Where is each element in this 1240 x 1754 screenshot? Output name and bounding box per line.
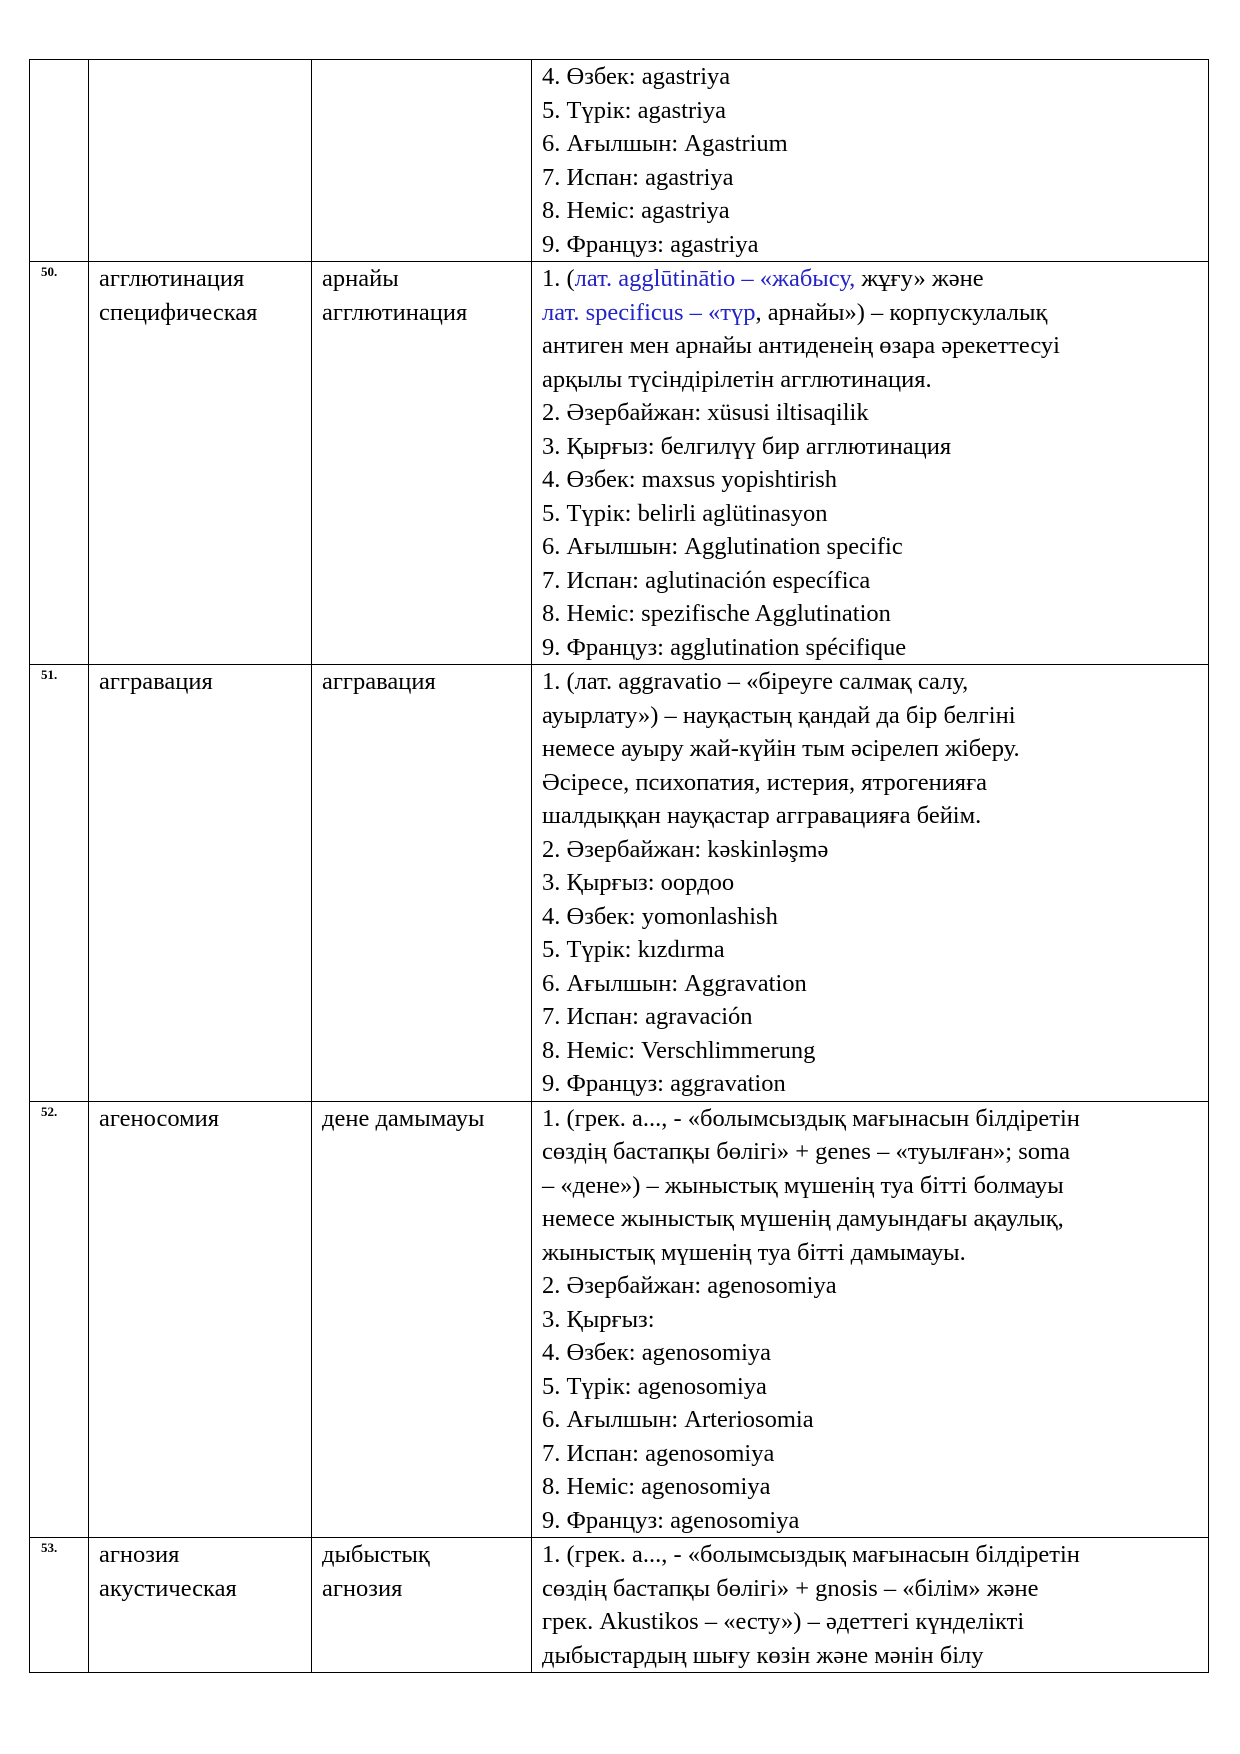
definition-cell [532, 665, 1209, 1102]
definition-line [542, 329, 1202, 363]
definition-line [542, 1202, 1202, 1236]
definition-cell [532, 1538, 1209, 1673]
entry-number-cell [30, 60, 89, 262]
definition-line [542, 766, 1202, 800]
definition-line [542, 1437, 1202, 1471]
definition-cell [532, 60, 1209, 262]
definition-text: 5. Түрік: agenosomiya [542, 1372, 767, 1400]
entry-number: 50. [41, 264, 58, 279]
definition-line [542, 597, 1202, 631]
definition-text: дыбыстардың шығу көзін және мәнін білу [542, 1641, 984, 1669]
definition-line [542, 161, 1202, 195]
russian-term-cell [89, 1538, 312, 1673]
definition-text: 2. Әзербайжан: xüsusi iltisaqilik [542, 399, 869, 426]
definition-text: ауырлату») – науқастың қандай да бір белгіні [542, 701, 1016, 729]
table-row [30, 60, 1209, 262]
definition-line [542, 933, 1202, 967]
latin-etymology-text: лат. specificus – «түр [542, 298, 756, 326]
definition-line [542, 1639, 1202, 1673]
table-row [30, 262, 1209, 665]
entry-number: 53. [41, 1540, 58, 1555]
definition-text: антиген мен арнайы антиденеің өзара әрекеттесуі [542, 332, 1060, 359]
entry-number: 51. [41, 667, 58, 682]
definition-line [542, 665, 1202, 699]
definition-line [542, 1303, 1202, 1337]
kazakh-term-cell [312, 665, 532, 1102]
definition-text: 8. Неміс: agenosomiya [542, 1473, 771, 1500]
definition-line [542, 1269, 1202, 1303]
dictionary-table [29, 59, 1209, 1673]
kazakh-term-line: дыбыстық [322, 1541, 430, 1568]
definition-line [542, 127, 1202, 161]
definition-text: жыныстық мүшенің туа бітті дамымауы. [542, 1238, 966, 1266]
definition-text: 1. (лат. aggravatio – «біреуге салмақ салу, [542, 668, 969, 695]
definition-line [542, 1000, 1202, 1034]
definition-line [542, 699, 1202, 733]
definition-line [542, 430, 1202, 464]
entry-number: 52. [41, 1103, 58, 1119]
table-row [30, 1538, 1209, 1673]
definition-line [542, 363, 1202, 397]
definition-text: Әсіресе, психопатия, истерия, ятрогенияға [542, 768, 987, 796]
definition-text: 6. Ағылшын: Agastrium [542, 130, 788, 157]
entry-number [30, 60, 88, 62]
kazakh-term-line: агнозия [322, 1574, 403, 1602]
table-row [30, 665, 1209, 1102]
definition-text: арқылы түсіндірілетін агглютинация. [542, 365, 932, 393]
definition-text: 8. Неміс: agastriya [542, 197, 730, 224]
definition-line [542, 1236, 1202, 1270]
russian-term-cell [89, 665, 312, 1102]
russian-term-line: акустическая [99, 1574, 237, 1602]
kazakh-term-line: арнайы [322, 265, 399, 292]
definition-text: 8. Неміс: spezifische Agglutination [542, 600, 891, 627]
definition-line [542, 900, 1202, 934]
definition-line [542, 1605, 1202, 1639]
definition-text: 4. Өзбек: maxsus yopishtirish [542, 466, 838, 493]
kazakh-term-line: дене дамымауы [322, 1104, 485, 1132]
definition-line [542, 1034, 1202, 1068]
definition-text: жұғу» және [861, 265, 984, 292]
entry-number-cell [30, 665, 89, 1102]
dictionary-table-body [30, 60, 1209, 1673]
definition-text: – «дене») – жыныстық мүшенің туа бітті болмауы [542, 1171, 1064, 1199]
definition-text: сөздің бастапқы бөлігі» + gnosis – «білім» және [542, 1574, 1039, 1602]
definition-text: 7. Испан: agastriya [542, 163, 734, 191]
definition-line [542, 732, 1202, 766]
definition-line [542, 1169, 1202, 1203]
russian-term-line: агеносомия [99, 1104, 219, 1132]
definition-line [542, 94, 1202, 128]
definition-text: 6. Ағылшын: Agglutination specific [542, 533, 903, 560]
definition-text: 6. Ағылшын: Arteriosomia [542, 1406, 814, 1433]
definition-text: 1. (грек. a..., - «болымсыздық мағынасын білдіретін [542, 1541, 1080, 1568]
entry-number-cell [30, 262, 89, 665]
definition-cell [532, 262, 1209, 665]
definition-line [542, 967, 1202, 1001]
definition-text: 8. Неміс: Verschlimmerung [542, 1036, 816, 1064]
definition-text: , арнайы») – корпускулалық [755, 298, 1048, 326]
definition-line [542, 1370, 1202, 1404]
russian-term-line: агнозия [99, 1541, 180, 1568]
definition-text: 6. Ағылшын: Aggravation [542, 969, 807, 997]
definition-text: 3. Қырғыз: оордоо [542, 869, 735, 896]
definition-text: немесе ауыру жай-күйін тым әсірелеп жіберу. [542, 735, 1020, 762]
definition-text: 7. Испан: agenosomiya [542, 1439, 775, 1467]
table-row [30, 1101, 1209, 1538]
definition-cell [532, 1101, 1209, 1538]
entry-number-cell [30, 1101, 89, 1538]
definition-line [542, 1403, 1202, 1437]
definition-line [542, 262, 1202, 296]
definition-text: 7. Испан: aglutinación específica [542, 566, 871, 594]
definition-text: 9. Француз: agastriya [542, 230, 759, 258]
definition-text: шалдыққан науқастар аггравацияға бейім. [542, 802, 982, 829]
latin-etymology-text: лат. agglūtinātio – «жабысу, [574, 265, 862, 292]
definition-line [542, 1135, 1202, 1169]
definition-text: 5. Түрік: belirli aglütinasyon [542, 499, 828, 527]
kazakh-term-cell [312, 1538, 532, 1673]
definition-text: 7. Испан: agravación [542, 1003, 753, 1030]
kazakh-term-line: агглютинация [322, 298, 468, 326]
definition-text: 4. Өзбек: agastriya [542, 63, 731, 90]
definition-line [542, 228, 1202, 262]
definition-text: 9. Француз: aggravation [542, 1070, 786, 1097]
definition-text: 5. Түрік: kızdırma [542, 936, 725, 963]
definition-line [542, 866, 1202, 900]
kazakh-term-line: аггравация [322, 668, 436, 695]
definition-text: 1. (грек. a..., - «болымсыздық мағынасын білдіретін [542, 1104, 1080, 1132]
definition-line [542, 296, 1202, 330]
definition-line [542, 194, 1202, 228]
definition-line [542, 1504, 1202, 1538]
definition-line [542, 530, 1202, 564]
definition-text: 2. Әзербайжан: kəskinləşmə [542, 835, 829, 863]
kazakh-term-cell [312, 1101, 532, 1538]
russian-term-cell [89, 1101, 312, 1538]
definition-text: сөздің бастапқы бөлігі» + genes – «туылған»; soma [542, 1138, 1070, 1165]
definition-line [542, 631, 1202, 665]
kazakh-term-cell [312, 60, 532, 262]
definition-line [542, 833, 1202, 867]
russian-term-line: аггравация [99, 668, 213, 695]
russian-term-cell [89, 60, 312, 262]
definition-line [542, 1572, 1202, 1606]
definition-line [542, 1102, 1202, 1136]
definition-line [542, 799, 1202, 833]
definition-text: 9. Француз: agglutination spécifique [542, 633, 907, 661]
definition-text: 4. Өзбек: yomonlashish [542, 902, 778, 930]
definition-text: немесе жыныстық мүшенің дамуындағы ақаулық, [542, 1205, 1064, 1232]
definition-line [542, 396, 1202, 430]
definition-text: 9. Француз: agenosomiya [542, 1506, 800, 1534]
definition-text: 2. Әзербайжан: agenosomiya [542, 1272, 837, 1299]
entry-number-cell [30, 1538, 89, 1673]
definition-line [542, 463, 1202, 497]
definition-text: 1. ( [542, 265, 575, 292]
definition-line [542, 497, 1202, 531]
definition-line [542, 1067, 1202, 1101]
russian-term-line: агглютинация [99, 265, 245, 292]
definition-line [542, 1336, 1202, 1370]
definition-text: 3. Қырғыз: белгилүү бир агглютинация [542, 432, 952, 460]
kazakh-term-cell [312, 262, 532, 665]
definition-text: грек. Akustikos – «есту») – әдеттегі күнделікті [542, 1608, 1025, 1635]
russian-term-line: специфическая [99, 298, 258, 326]
definition-text: 3. Қырғыз: [542, 1305, 655, 1333]
definition-line [542, 1470, 1202, 1504]
definition-text: 4. Өзбек: agenosomiya [542, 1339, 771, 1366]
definition-text: 5. Түрік: agastriya [542, 96, 727, 124]
definition-line [542, 60, 1202, 94]
russian-term-cell [89, 262, 312, 665]
definition-line [542, 1538, 1202, 1572]
definition-line [542, 564, 1202, 598]
